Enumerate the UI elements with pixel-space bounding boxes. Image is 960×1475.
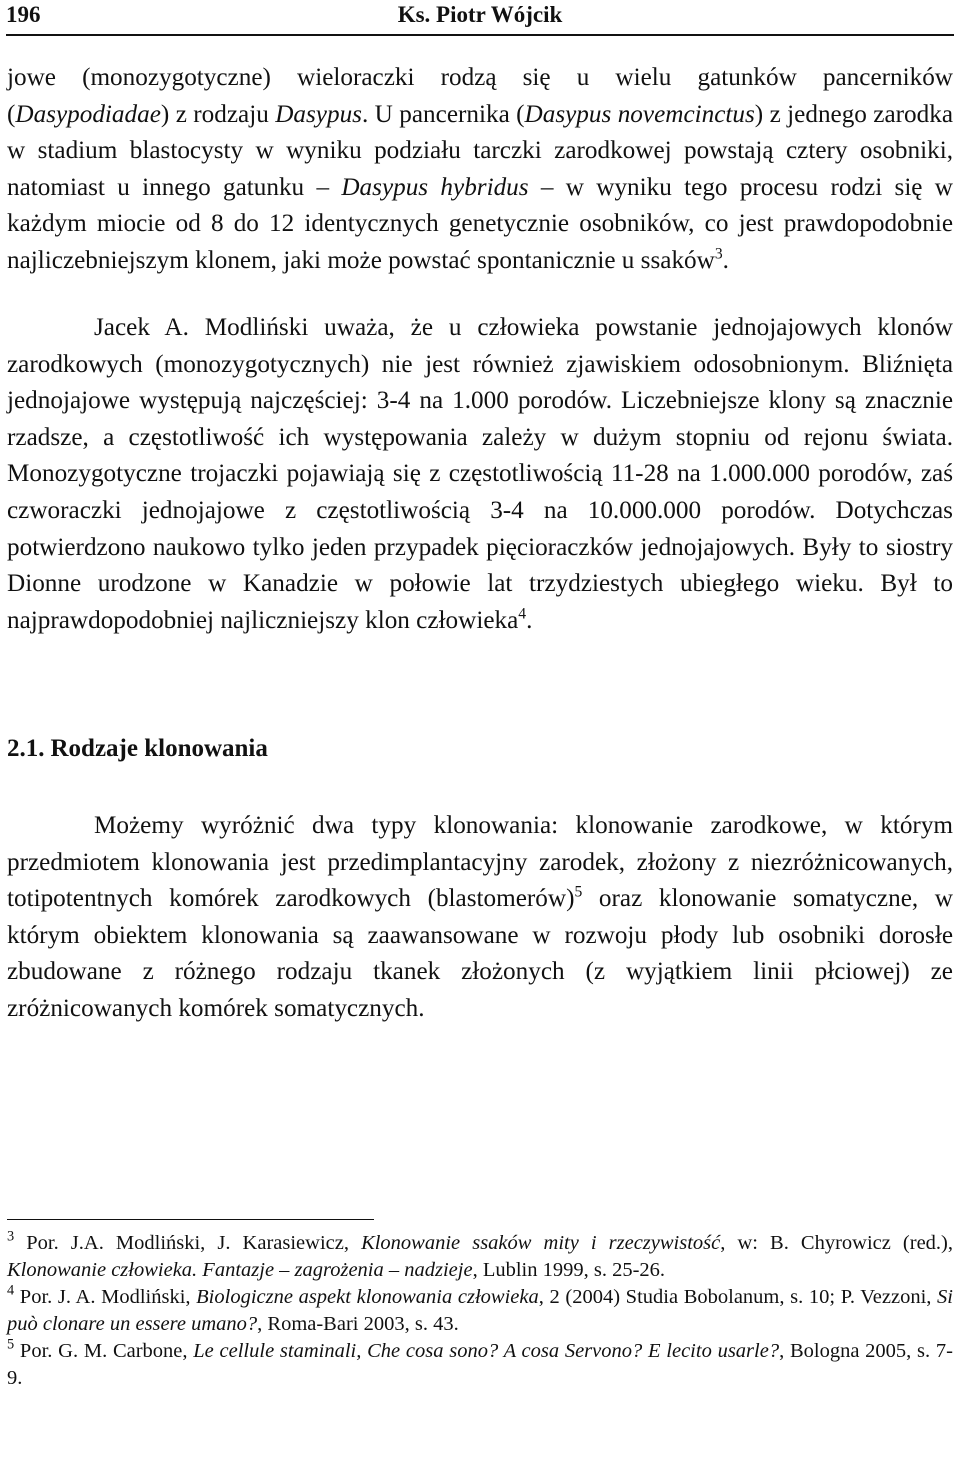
paragraph-1: jowe (monozygotyczne) wieloraczki rodzą się u wielu gatunków pancerników (Dasypodiadae) z rodzaju Dasypus. U pancernika (Dasypus novemcinctus) z jednego zarodka w stadium blastocysty w wyniku podziału tarczki zarodkowej powstają cztery osobniki, natomiast u innego gatunku – Dasypus hybridus – w wyniku tego procesu rodzi się w każdym miocie od 8 do 12 identycznych genetycznie osobników, co jest prawdopodobnie najliczebniejszym klonem, jaki może powstać spontanicznie u ssaków$^3$. (7, 64, 954, 274)
footnote-number: 4 (7, 1282, 15, 1299)
running-header-author: Ks. Piotr Wójcik (397, 2, 563, 27)
footnote-number: 5 (7, 1336, 15, 1353)
section-heading (7, 735, 268, 763)
citation-title: Biologiczne aspekt klonowania człowieka (196, 1286, 539, 1308)
footnote: $^3$ Por. J.A. Modliński, J. Karasiewicz, Klonowanie ssaków mity i rzeczywistość, w: B. Chyrowicz (red.), Klonowanie człowieka. Fantazje – zagrożenia – nadzieje, Lublin 1999, s. 25-26. (7, 1228, 954, 1281)
citation-title: Klonowanie ssaków mity i rzeczywistość (361, 1232, 721, 1254)
footnote: $^5$ Por. G. M. Carbone, Le cellule staminali, Che cosa sono? A cosa Servono? E lecito usarle?, Bologna 2005, s. 7-9. (7, 1336, 953, 1389)
section-title: Rodzaje klonowania (50, 735, 268, 762)
footnotes (7, 1230, 953, 1392)
taxon-name: Dasypus novemcinctus (524, 100, 755, 128)
footnote-reference[interactable]: 3 (714, 245, 723, 263)
taxon-name: Dasypodiadae (15, 100, 161, 128)
footnote: $^4$ Por. J. A. Modliński, Biologiczne aspekt klonowania człowieka, 2 (2004) Studia Bobolanum, s. 10; P. Vezzoni, Si può clonare un essere umano?, Roma-Bari 2003, s. 43. (7, 1282, 953, 1335)
citation-title: Klonowanie człowieka. Fantazje – zagrożenia – nadzieje (7, 1259, 473, 1281)
footnote-reference[interactable]: 4 (518, 605, 527, 623)
running-header (6, 0, 954, 36)
footnote-number: 3 (7, 1228, 15, 1245)
taxon-name: Dasypus (275, 100, 362, 128)
citation-title: Si può clonare un essere umano? (7, 1286, 953, 1335)
page-number: 196 (6, 2, 41, 27)
footnote-separator (7, 1219, 374, 1220)
footnote-reference[interactable]: 5 (574, 883, 583, 901)
taxon-name: Dasypus hybridus (341, 173, 529, 201)
section-number: 2.1. (7, 735, 45, 762)
citation-title: Le cellule staminali, Che cosa sono? A cosa Servono? E lecito usarle? (193, 1340, 780, 1362)
paragraph-2: Jacek A. Modliński uważa, że u człowieka powstanie jednojajowych klonów zarodkowych (monozygotycznych) nie jest również zjawiskiem odosobnionym. Bliźnięta jednojajowe występują najczęściej: 3-4 na 1.000 porodów. Liczebniejsze klony są znacznie rzadsze, a częstotliwość ich występowania zależy w dużym stopniu od rejonu świata. Monozygotyczne trojaczki pojawiają się z częstotliwością 11-28 na 1.000.000 porodów, zaś czworaczki jednojajowe z częstotliwością 3-4 na 10.000.000 porodów. Dotychczas potwierdzono naukowo tylko jeden przypadek pięcioraczków jednojajowych. Były to siostry Dionne urodzone w Kanadzie w połowie lat trzydziestych ubiegłego wieku. Był to najprawdopodobniej najliczniejszy klon człowieka$^4$. (7, 314, 953, 634)
paragraph-3: Możemy wyróżnić dwa typy klonowania: klonowanie zarodkowe, w którym przedmiotem klonowania jest przedimplantacyjny zarodek, złożony z niezróżnicowanych, totipotentnych komórek zarodkowych (blastomerów)$^5$ oraz klonowanie somatyczne, w którym obiektem klonowania są zaawansowane w rozwoju płody lub osobniki dorosłe zbudowane z różnego rodzaju tkanek złożonych (z wyjątkiem linii płciowej) ze zróżnicowanych komórek somatycznych. (7, 812, 953, 1022)
